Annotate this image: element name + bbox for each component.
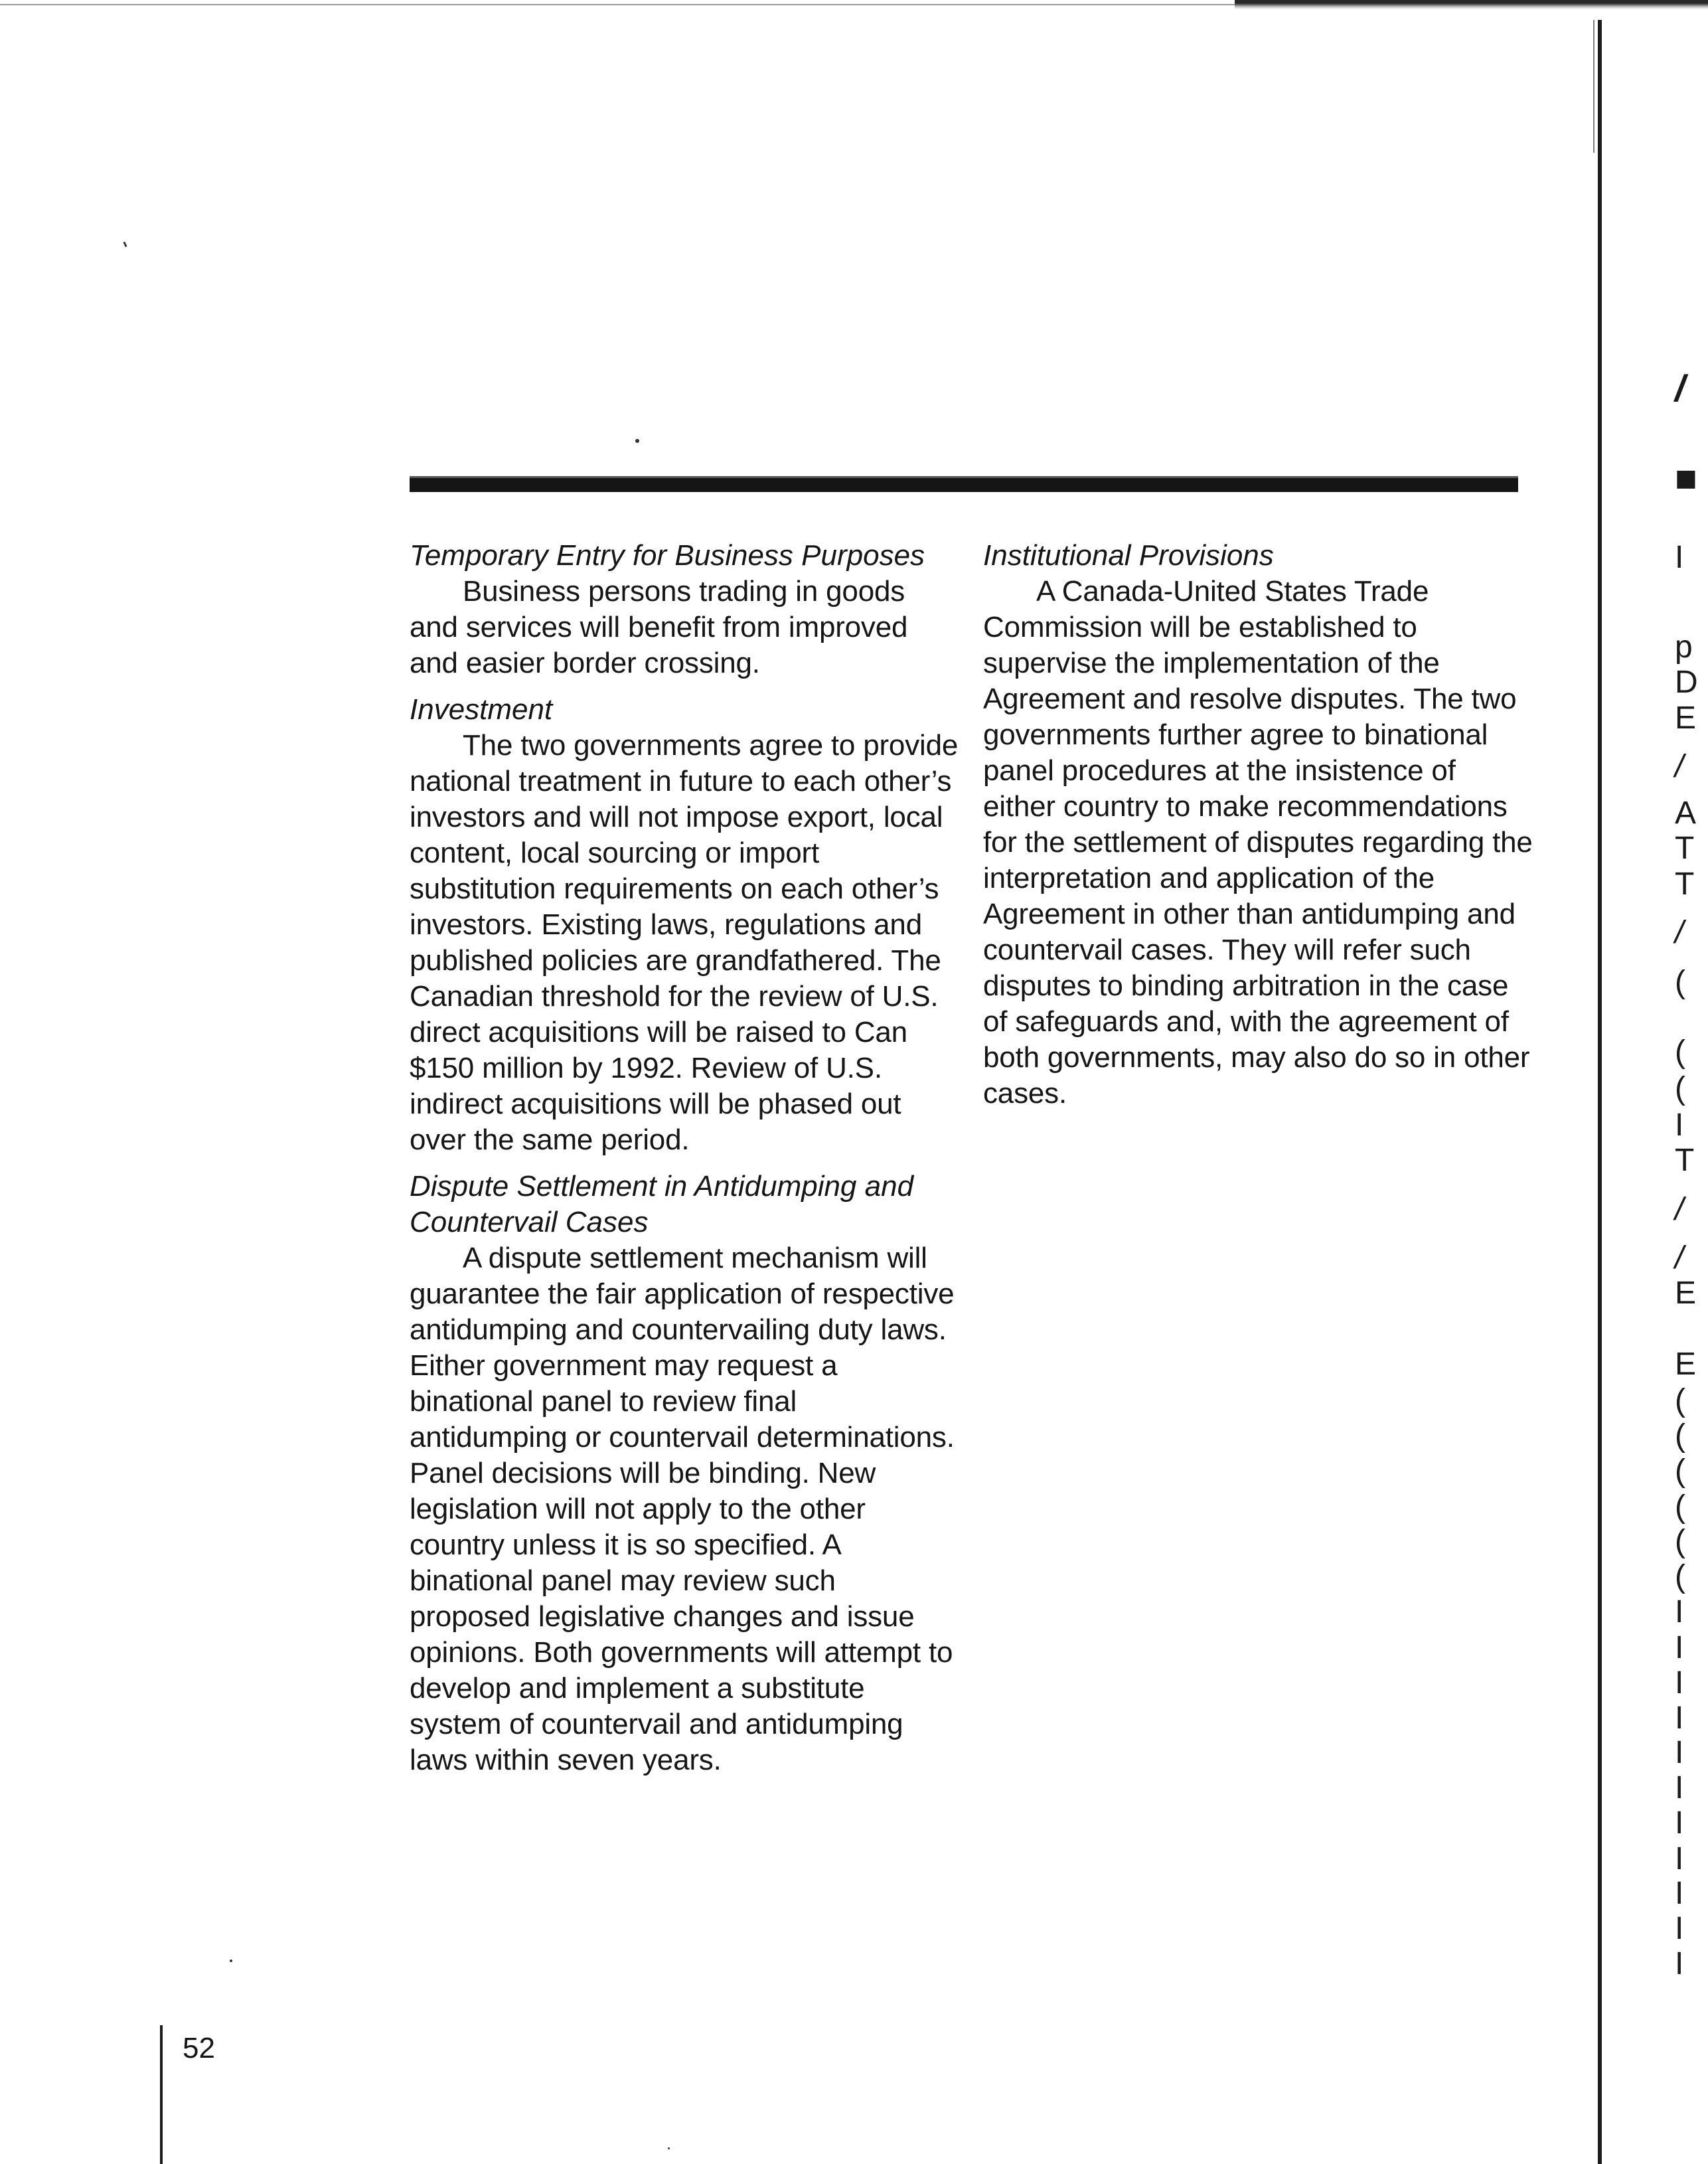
section-heading: Investment [410,693,553,726]
section-body: A dispute settlement mechanism will guarantee the fair application of respective antidumping and countervailing duty laws. Either government may request a binational panel to review final antidumping or countervail determinations. Panel decisions will be binding. New legislation will not apply to the other country unless it is so specified. A binational panel may review such proposed legislative changes and issue opinions. Both governments will attempt to develop and implement a substitute system of countervail and antidumping laws within seven years. [410,1242,955,1776]
section-body: Business persons trading in goods and services will benefit from improved and easier border crossing. [410,575,908,679]
facing-page-fragment: / [1675,915,1684,950]
page-number: 52 [183,2032,215,2064]
facing-page-fragment: A [1675,795,1697,831]
section-heading: Institutional Provisions [983,539,1274,572]
section-heading: Dispute Settlement in Antidumping and Countervail Cases [410,1170,914,1238]
facing-page-fragment: / [1675,1240,1684,1276]
scan-speck [230,1959,232,1962]
facing-page-fragment: I [1675,1770,1684,1805]
section-dispute-settlement [410,1169,961,1778]
facing-page-fragment: ( [1675,1559,1685,1594]
facing-page-fragment: T [1675,867,1695,902]
section-heading: Temporary Entry for Business Purposes [410,539,925,572]
facing-page-fragment: I [1675,540,1684,575]
facing-page-fragment: p [1675,629,1693,665]
facing-page-fragment: ( [1675,1454,1685,1489]
facing-page-fragment: D [1675,665,1698,700]
facing-page-fragment: I [1675,1735,1684,1770]
facing-page-fragment: I [1675,1630,1684,1665]
facing-page-fragment: ( [1675,1524,1685,1559]
facing-page-fragment: ( [1675,1383,1685,1418]
section-header-rule [410,476,1518,492]
facing-page-fragment: I [1675,1665,1684,1701]
facing-page-fragment: T [1675,1143,1695,1178]
facing-page-fragment: / [1675,749,1684,784]
section-body: The two governments agree to provide national treatment in future to each other’s investors and will not impose export, local content, local sourcing or import substitution requirements on each other’s investors. Existing laws, regulations and published policies are grandfathered. The Canadian threshold for the review of U.S. direct acquisitions will be raised to Can $150 million by 1992. Review of U.S. indirect acquisitions will be phased out over the same period. [410,729,959,1156]
right-text-column [983,538,1534,1122]
facing-page-fragment: T [1675,831,1695,866]
facing-page-fragment: I [1675,1946,1684,1981]
facing-page-fragment: ■ [1675,457,1697,499]
section-body: A Canada-United States Trade Commission will be established to supervise the implementation of the Agreement and resolve disputes. The two governments further agree to binational panel procedures at the insistence of either country to make recommendations for the settlement of disputes regarding the interpretation and application of the Agreement in other than antidumping and countervail cases. They will refer such disputes to binding arbitration in the case of safeguards and, with the agreement of both governments, may also do so in other cases. [983,575,1533,1110]
facing-page-fragment: I [1675,1701,1684,1736]
facing-page-fragment: ( [1675,965,1685,1000]
facing-page-fragment: I [1675,1805,1684,1841]
scan-speck [123,242,127,248]
scan-speck [668,2147,670,2149]
binding-shadow [1593,20,1594,153]
scan-speck [635,439,639,443]
facing-page-fragment: I [1675,1594,1684,1629]
facing-page-edge [1602,0,1708,2164]
facing-page-fragment: ( [1675,1035,1685,1070]
facing-page-fragment: ( [1675,1071,1685,1106]
section-investment [410,692,961,1158]
facing-page-fragment: ( [1675,1418,1685,1454]
facing-page-fragment: I [1675,1841,1684,1876]
facing-page-fragment: / [1675,1192,1684,1227]
section-institutional-provisions [983,538,1534,1112]
facing-page-fragment: I [1675,1876,1684,1911]
facing-page-fragment: E [1675,1276,1697,1311]
facing-page-fragment: E [1675,701,1697,736]
facing-page-fragment: E [1675,1347,1697,1382]
margin-rule [160,2025,163,2164]
facing-page-fragment: I [1675,1911,1684,1946]
left-text-column [410,538,961,1789]
facing-page-fragment: / [1675,367,1685,409]
facing-page-fragment: ( [1675,1489,1685,1525]
section-temporary-entry [410,538,961,681]
facing-page-fragment: I [1675,1108,1684,1143]
